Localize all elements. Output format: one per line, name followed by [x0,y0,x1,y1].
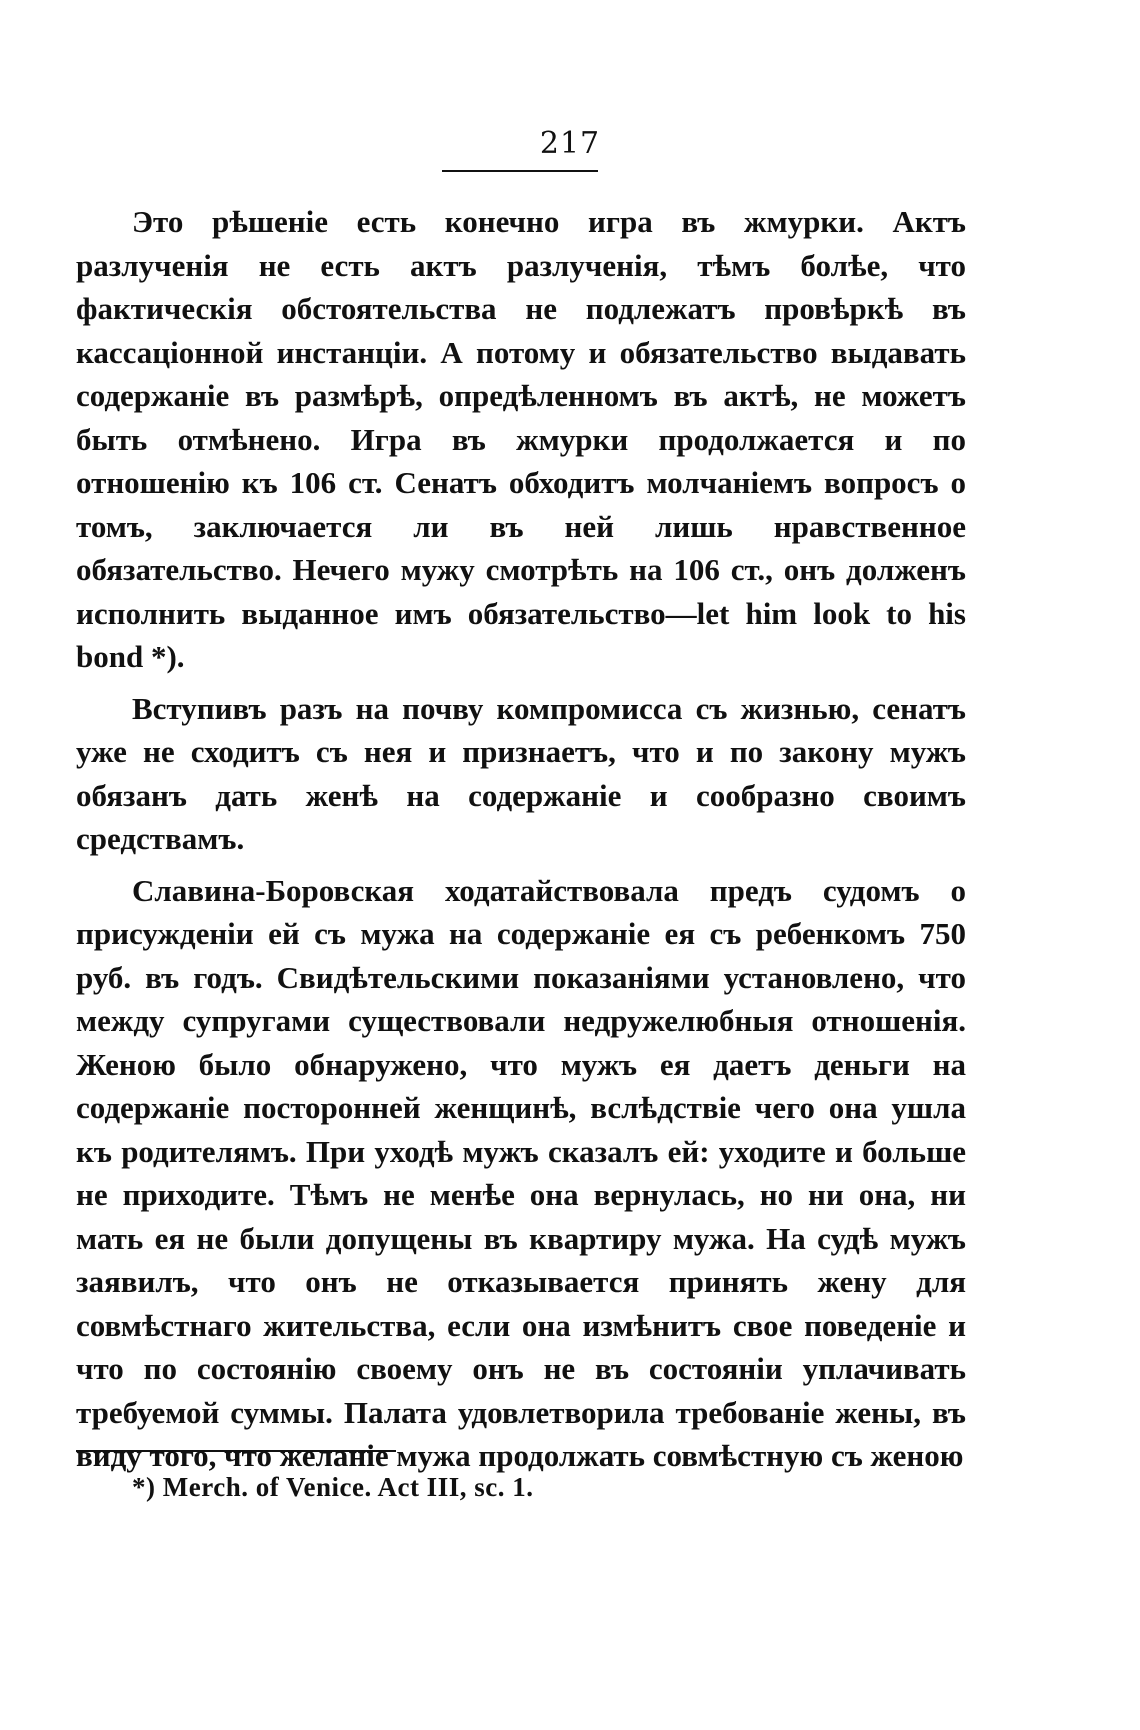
footnote-rule [76,1450,396,1452]
header-rule [442,170,598,172]
paragraph-2: Вступивъ разъ на почву компромисса съ жизнью, сенатъ уже не сходитъ съ нея и признаетъ, что и по закону мужъ обязанъ дать женѣ на содержаніе и сообразно своимъ средствамъ. [76,690,966,856]
paragraph-3: Славина-Боровская ходатайствовала предъ судомъ о присужденіи ей съ мужа на содержаніе ея съ ребенкомъ 750 руб. въ годъ. Свидѣтельскими показаніями установлено, что между супругами существовали недружелюбныя отношенія. Женою было обнаружено, что мужъ ея даетъ деньги на содержаніе посторонней женщинѣ, вслѣдствіе чего она ушла къ родителямъ. При уходѣ мужъ сказалъ ей: уходите и больше не приходите. Тѣмъ не менѣе она вернулась, но ни она, ни мать ея не были допущены въ квартиру мужа. На судѣ мужъ заявилъ, что онъ не отказывается принять жену для совмѣстнаго жительства, если она измѣнитъ свое поведеніе и что по состоянію своему онъ не въ состояніи уплачивать требуемой суммы. Палата удовлетворила требованіе жены, въ виду того, что желаніе мужа продолжать совмѣстную съ женою [76,872,966,1473]
footnote: *) Merch. of Venice. Act III, sc. 1. [132,1472,534,1502]
paragraph-1: Это рѣшеніе есть конечно игра въ жмурки. Актъ разлученія не есть актъ разлученія, тѣмъ болѣе, что фактическія обстоятельства не подлежатъ провѣркѣ въ кассаціонной инстанціи. А потому и обязательство выдавать содержаніе въ размѣрѣ, опредѣленномъ въ актѣ, не можетъ быть отмѣнено. Игра въ жмурки продолжается и по отношенію къ 106 ст. Сенатъ обходитъ молчаніемъ вопросъ о томъ, заключается ли въ ней лишь нравственное обязательство. Нечего мужу смотрѣть на 106 ст., онъ долженъ исполнить выданное имъ обязательство—let him look to his bond *). [76,204,966,674]
body-text [76,200,966,1486]
page-number: 217 [539,126,601,161]
